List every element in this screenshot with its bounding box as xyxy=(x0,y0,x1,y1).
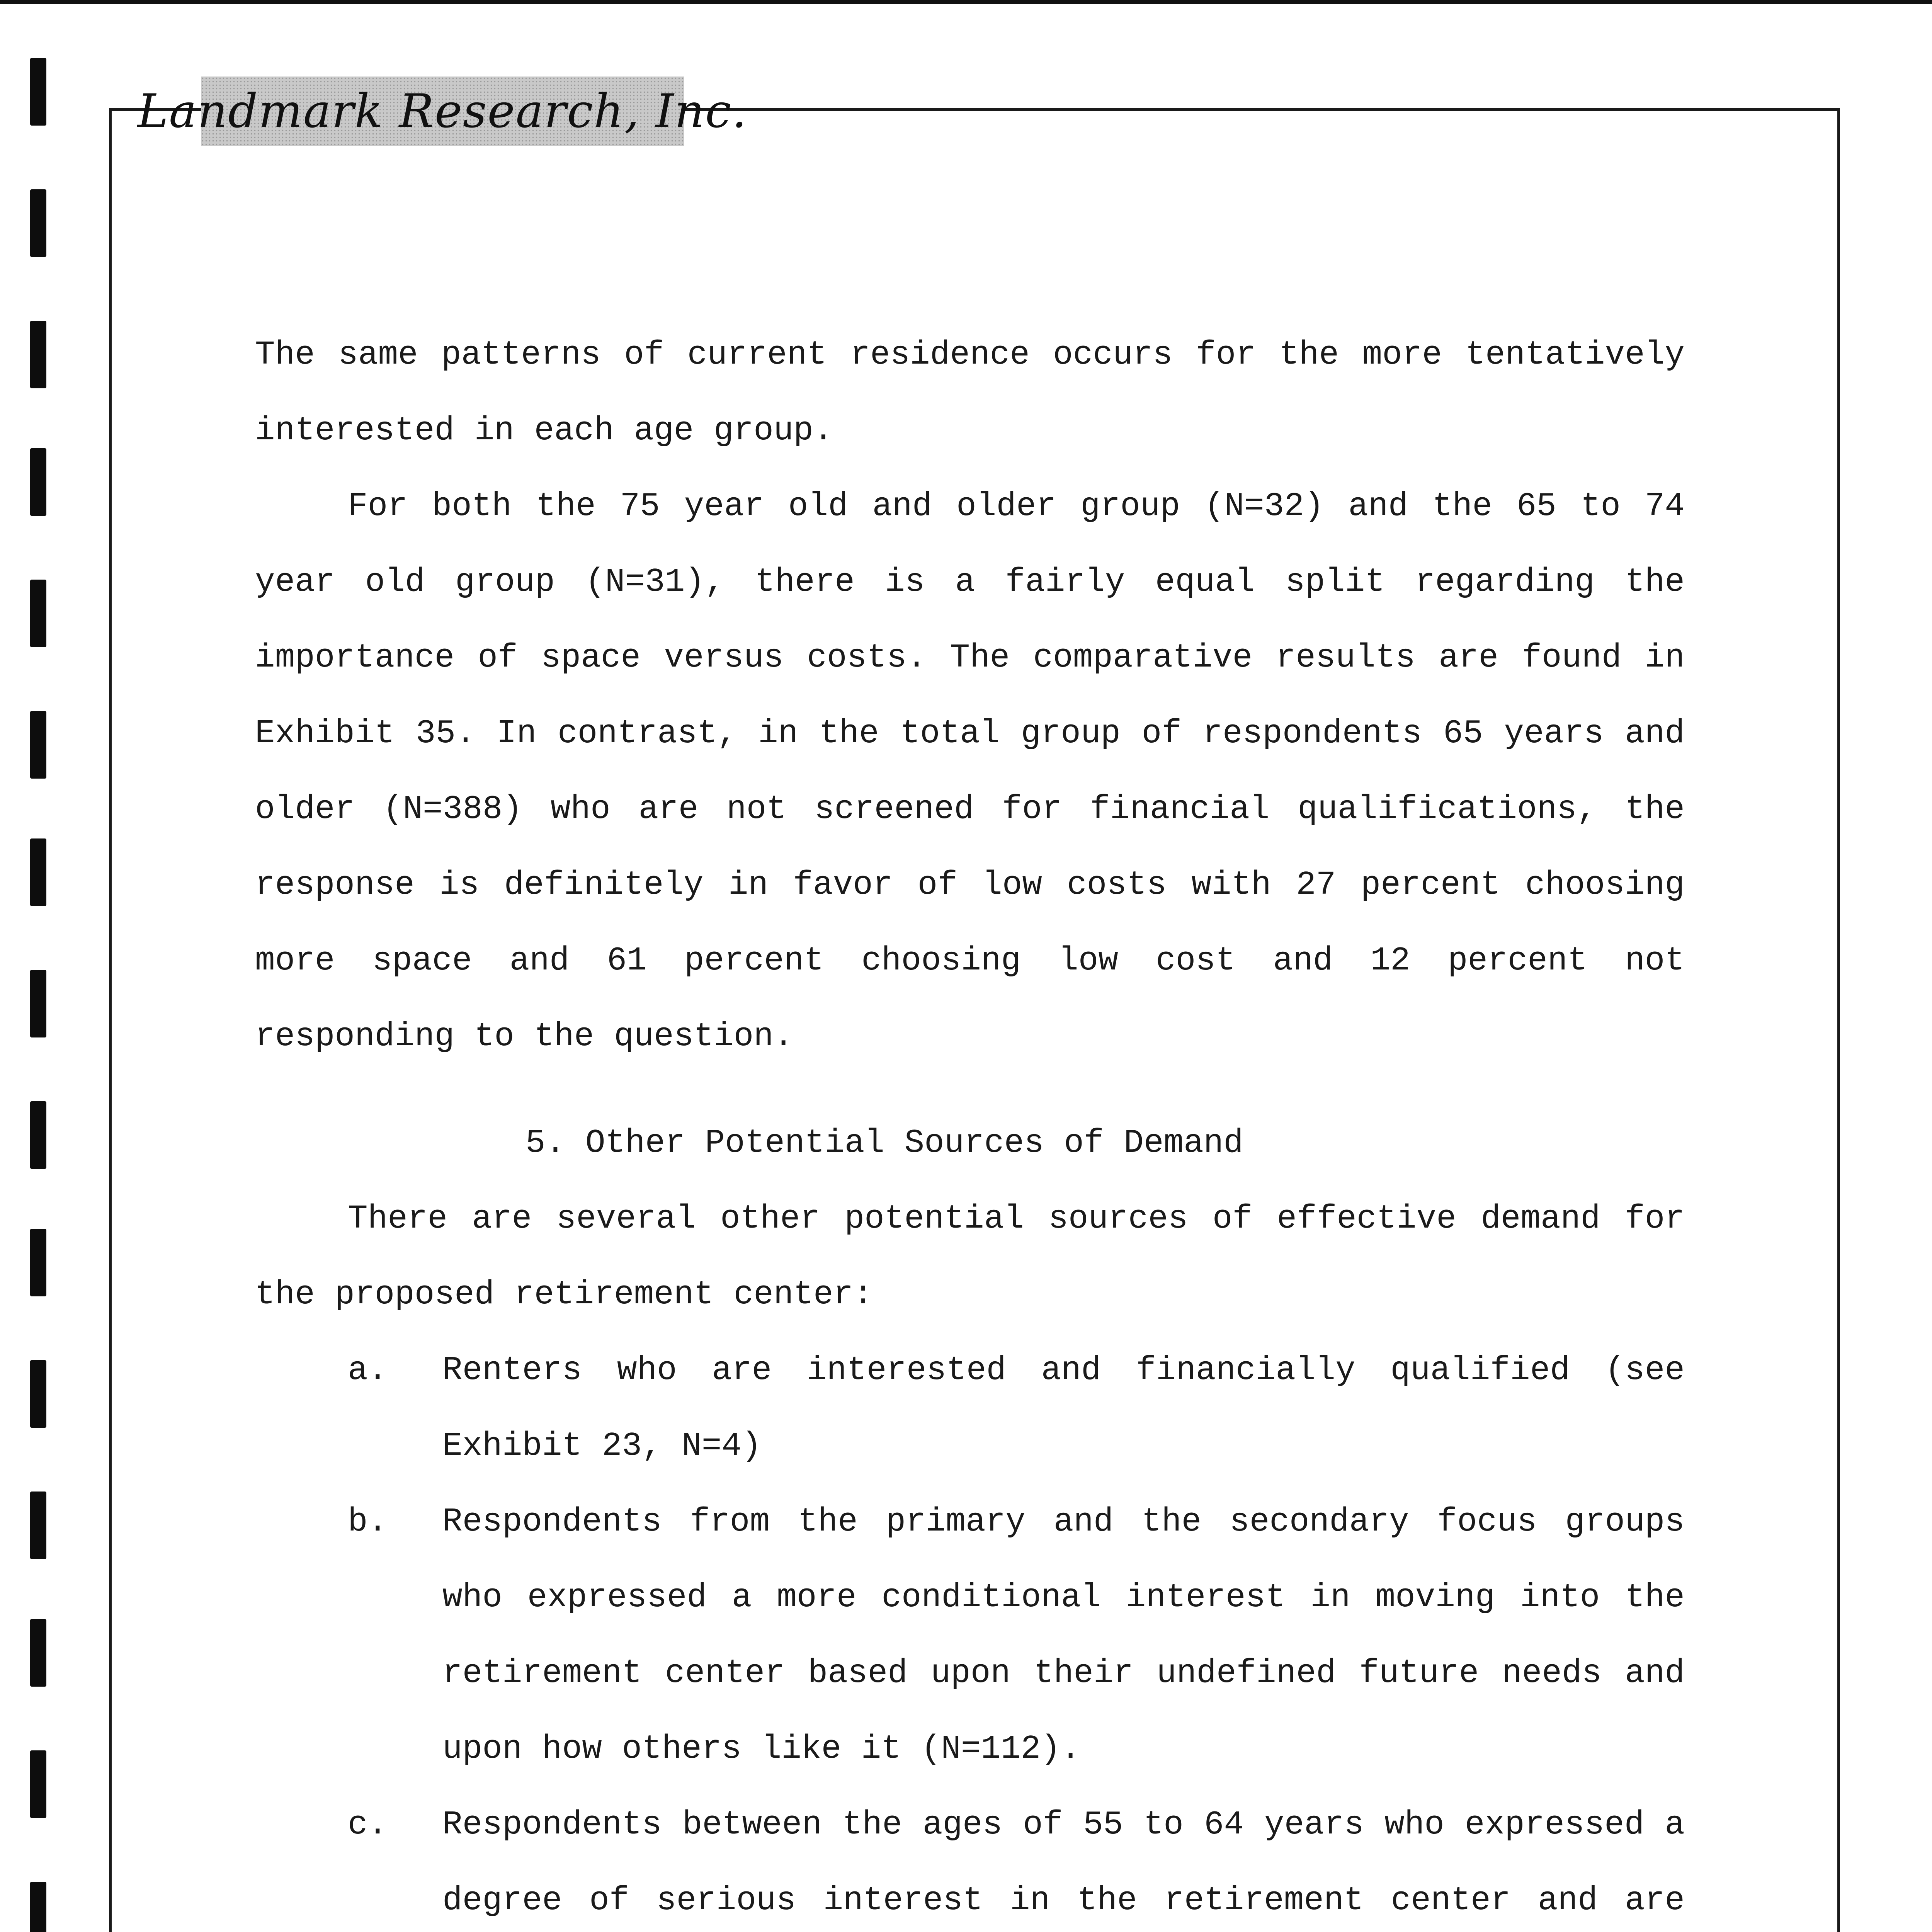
body-paragraph: For both the 75 year old and older group (N=32) and the 65 to 74 year old group (N=31), there is a fairly equal split regarding the importance of space versus costs. The comparative results are found in Exhibit 35. In contrast, in the total group of respondents 65 years and older (N=388) who are not screened for financial qualifications, the response is definitely in favor of low costs with 27 percent choosing more space and 61 percent choosing low cost and 12 percent not responding to the question. xyxy=(255,487,1685,1055)
list-marker: b. xyxy=(348,1503,388,1541)
binding-holes xyxy=(30,58,48,1932)
binding-hole xyxy=(30,1750,46,1818)
list-item-text: Renters who are interested and financially qualified (see Exhibit 23, N=4) xyxy=(442,1351,1685,1465)
body-paragraph: There are several other potential sources of effective demand for the proposed retirement center: xyxy=(255,1200,1685,1313)
list-item xyxy=(255,1787,1685,1932)
binding-hole xyxy=(30,1619,46,1687)
binding-hole xyxy=(30,838,46,906)
scan-edge-top xyxy=(0,0,1932,4)
binding-hole xyxy=(30,448,46,516)
binding-hole xyxy=(30,189,46,257)
demand-sources-list xyxy=(255,1332,1685,1932)
list-marker: c. xyxy=(348,1806,388,1844)
body-paragraph: The same patterns of current residence occurs for the more tentatively interested in each age group. xyxy=(255,336,1685,449)
binding-hole xyxy=(30,580,46,647)
list-item xyxy=(255,1332,1685,1484)
list-item xyxy=(255,1484,1685,1787)
company-name: Landmark Research, Inc. xyxy=(137,84,748,138)
binding-hole xyxy=(30,1101,46,1169)
binding-hole xyxy=(30,970,46,1037)
binding-hole xyxy=(30,1360,46,1428)
binding-hole xyxy=(30,1492,46,1559)
binding-hole xyxy=(30,321,46,388)
list-marker: a. xyxy=(348,1351,388,1389)
list-item-text: Respondents between the ages of 55 to 64 years who expressed a degree of serious interest in the retirement center and are xyxy=(442,1806,1685,1919)
section-heading: 5. Other Potential Sources of Demand xyxy=(526,1124,1243,1162)
binding-hole xyxy=(30,711,46,779)
list-item-text: Respondents from the primary and the secondary focus groups who expressed a more conditional interest in moving into the retirement center based upon their undefined future needs and upon how others like it (N=112). xyxy=(442,1503,1685,1768)
document-body xyxy=(255,317,1685,1932)
letterhead-logo xyxy=(137,77,748,146)
binding-hole xyxy=(30,58,46,126)
binding-hole xyxy=(30,1882,46,1932)
binding-hole xyxy=(30,1229,46,1296)
